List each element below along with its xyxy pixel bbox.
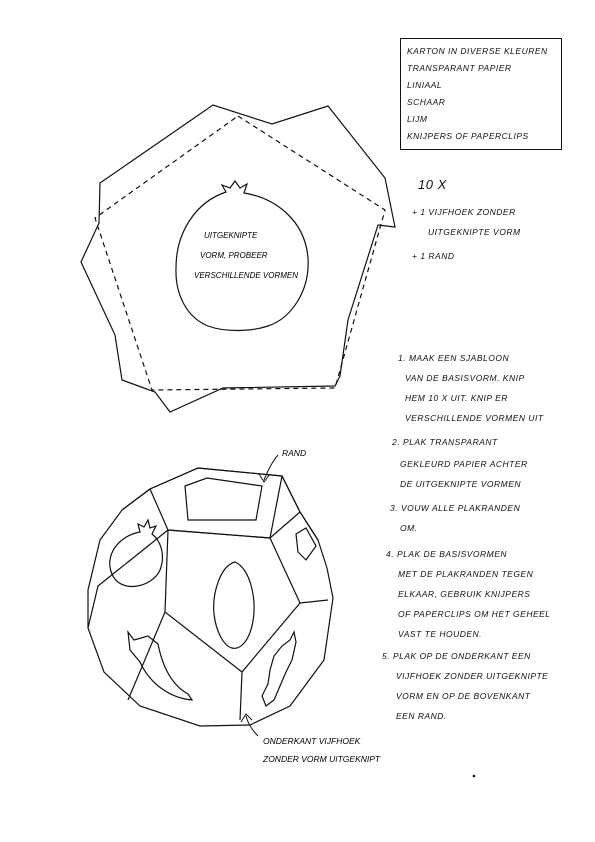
step-line: 3. VOUW ALLE PLAKRANDEN	[390, 503, 521, 513]
hand-shape	[262, 632, 296, 706]
template-label-line: UITGEKNIPTE	[204, 231, 258, 240]
quantity-times: 10 X	[418, 177, 447, 192]
step-line: GEKLEURD PAPIER ACHTER	[400, 459, 528, 469]
quantity-pentagon-line2: UITGEKNIPTE VORM	[428, 227, 521, 237]
material-item: KNIJPERS OF PAPERCLIPS	[407, 131, 529, 141]
left-pomegranate	[110, 520, 163, 586]
step-line: 5. PLAK OP DE ONDERKANT EEN	[382, 651, 531, 661]
step-line: 4. PLAK DE BASISVORMEN	[386, 549, 508, 559]
rand-arrow	[264, 455, 278, 480]
right-face	[282, 476, 318, 540]
step-line: VAST TE HOUDEN.	[398, 629, 483, 639]
lantern-drawing	[88, 468, 333, 726]
front-lemon	[214, 562, 254, 648]
stray-mark	[473, 775, 476, 778]
step-line: VERSCHILLENDE VORMEN UIT	[405, 413, 544, 423]
step-line: VORM EN OP DE BOVENKANT	[396, 691, 531, 701]
step-line: EEN RAND.	[396, 711, 447, 721]
step-line: VIJFHOEK ZONDER UITGEKNIPTE	[396, 671, 549, 681]
material-item: SCHAAR	[407, 97, 446, 107]
face-edge	[88, 489, 328, 720]
rand-label: RAND	[282, 448, 307, 458]
step-line: 2. PLAK TRANSPARANT	[392, 437, 498, 447]
lantern-outline	[88, 468, 333, 726]
material-item: LINIAAL	[407, 80, 443, 90]
quantity-pentagon-line1: + 1 VIJFHOEK ZONDER	[412, 207, 516, 217]
step-line: MET DE PLAKRANDEN TEGEN	[398, 569, 534, 579]
step-line: 1. MAAK EEN SJABLOON	[398, 353, 510, 363]
top-opening	[185, 478, 262, 520]
material-item: TRANSPARANT PAPIER	[407, 63, 512, 73]
template-label-line: VERSCHILLENDE VORMEN	[194, 271, 299, 280]
front-face	[165, 530, 300, 672]
bottom-arrow	[246, 716, 258, 736]
step-line: OM.	[400, 523, 418, 533]
horn-shape	[128, 632, 192, 700]
template-label-line: VORM, PROBEER	[200, 251, 268, 260]
step-line: OF PAPERCLIPS OM HET GEHEEL	[398, 609, 551, 619]
step-line: ELKAAR, GEBRUIK KNIJPERS	[398, 589, 531, 599]
step-line: HEM 10 X UIT. KNIP ER	[405, 393, 508, 403]
bottom-label-line1: ONDERKANT VIJFHOEK	[263, 736, 361, 746]
step-line: DE UITGEKNIPTE VORMEN	[400, 479, 522, 489]
material-item: LIJM	[407, 114, 428, 124]
step-line: VAN DE BASISVORM. KNIP	[405, 373, 525, 383]
quantity-rand: + 1 RAND	[412, 251, 455, 261]
bottom-label-line2: ZONDER VORM UITGEKNIPT	[263, 754, 381, 764]
material-item: KARTON IN DIVERSE KLEUREN	[407, 46, 548, 56]
